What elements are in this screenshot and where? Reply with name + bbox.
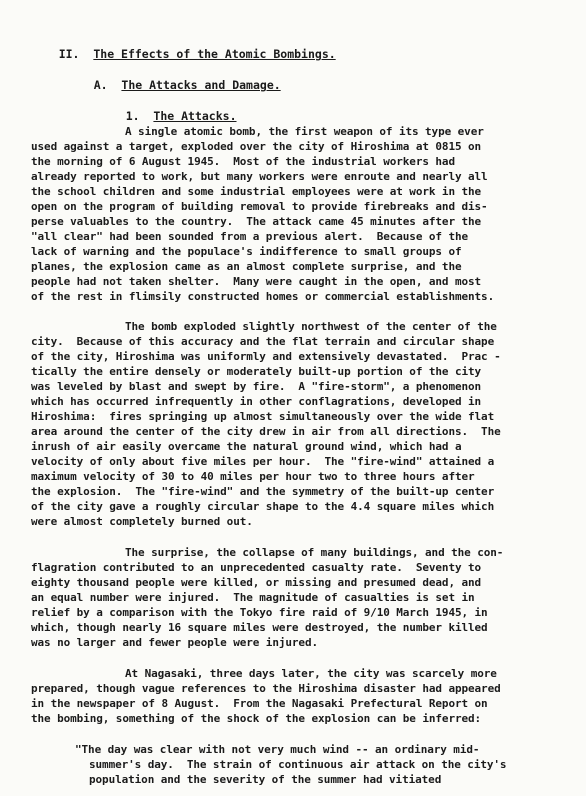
section-title: The Effects of the Atomic Bombings.	[93, 47, 336, 61]
text-line: The bomb exploded slightly northwest of the center of the	[125, 320, 497, 333]
text-line: relief by a comparison with the Tokyo fire raid of 9/10 March 1945, in	[31, 606, 488, 619]
text-line: The surprise, the collapse of many buildings, and the con-	[125, 546, 504, 559]
text-line: city. Because of this accuracy and the flat terrain and circular shape	[31, 335, 495, 348]
text-line: eighty thousand people were killed, or missing and presumed dead, and	[31, 576, 482, 589]
subsection-title: The Attacks and Damage.	[121, 78, 281, 92]
text-line: already reported to work, but many workers were enroute and nearly all	[31, 170, 488, 183]
text-line: A single atomic bomb, the first weapon of its type ever	[125, 125, 484, 138]
subsubsection-number: 1.	[125, 109, 140, 123]
text-line: which has occurred infrequently in other conflagrations, developed in	[31, 395, 482, 408]
text-line: perse valuables to the country. The attack came 45 minutes after the	[31, 215, 482, 228]
text-line: lack of warning and the populace's indifference to small groups of	[31, 245, 462, 258]
text-line: of the city, Hiroshima was uniformly and extensively devastated. Prac -	[31, 350, 501, 363]
text-line: prepared, though vague references to the Hiroshima disaster had appeared	[31, 682, 501, 695]
text-line: open on the program of building removal to provide firebreaks and dis-	[31, 200, 488, 213]
text-line: in the newspaper of 8 August. From the Nagasaki Prefectural Report on	[31, 697, 488, 710]
text-line: Hiroshima: fires springing up almost simultaneously over the wide flat	[31, 410, 495, 423]
subsubsection-title: The Attacks.	[153, 109, 237, 123]
quote-line: summer's day. The strain of continuous air attack on the city's	[89, 758, 507, 771]
section-number: II.	[58, 47, 80, 61]
text-line: people had not taken shelter. Many were caught in the open, and most	[31, 275, 482, 288]
quote-line: "The day was clear with not very much wind -- an ordinary mid-	[75, 743, 480, 756]
text-line: was no larger and fewer people were injured.	[31, 636, 318, 649]
text-line: were almost completely burned out.	[31, 515, 253, 528]
text-line: inrush of air easily overcame the natural ground wind, which had a	[31, 440, 462, 453]
text-line: velocity of only about five miles per hour. The "fire-wind" attained a	[31, 455, 495, 468]
quote-line: population and the severity of the summer had vitiated	[89, 773, 442, 786]
text-line: area around the center of the city drew in air from all directions. The	[31, 425, 501, 438]
text-line: of the rest in flimsily constructed homes or commercial establishments.	[31, 290, 495, 303]
text-line: the bombing, something of the shock of the explosion can be inferred:	[31, 712, 482, 725]
text-line: the school children and some industrial employees were at work in the	[31, 185, 482, 198]
text-line: was leveled by blast and swept by fire. A "fire-storm", a phenomenon	[31, 380, 482, 393]
text-line: the morning of 6 August 1945. Most of the industrial workers had	[31, 155, 455, 168]
text-line: maximum velocity of 30 to 40 miles per hour two to three hours after	[31, 470, 475, 483]
text-line: used against a target, exploded over the city of Hiroshima at 0815 on	[31, 140, 482, 153]
text-line: of the city gave a roughly circular shape to the 4.4 square miles which	[31, 500, 495, 513]
text-line: flagration contributed to an unprecedented casualty rate. Seventy to	[31, 561, 482, 574]
text-line: planes, the explosion came as an almost complete surprise, and the	[31, 260, 462, 273]
text-line: which, though nearly 16 square miles were destroyed, the number killed	[31, 621, 488, 634]
text-line: At Nagasaki, three days later, the city was scarcely more	[125, 667, 497, 680]
text-line: an equal number were injured. The magnitude of casualties is set in	[31, 591, 475, 604]
text-line: "all clear" had been sounded from a previous alert. Because of the	[31, 230, 469, 243]
text-line: tically the entire densely or moderately built-up portion of the city	[31, 365, 482, 378]
text-line: the explosion. The "fire-wind" and the symmetry of the built-up center	[31, 485, 495, 498]
subsection-number: A.	[93, 78, 108, 92]
